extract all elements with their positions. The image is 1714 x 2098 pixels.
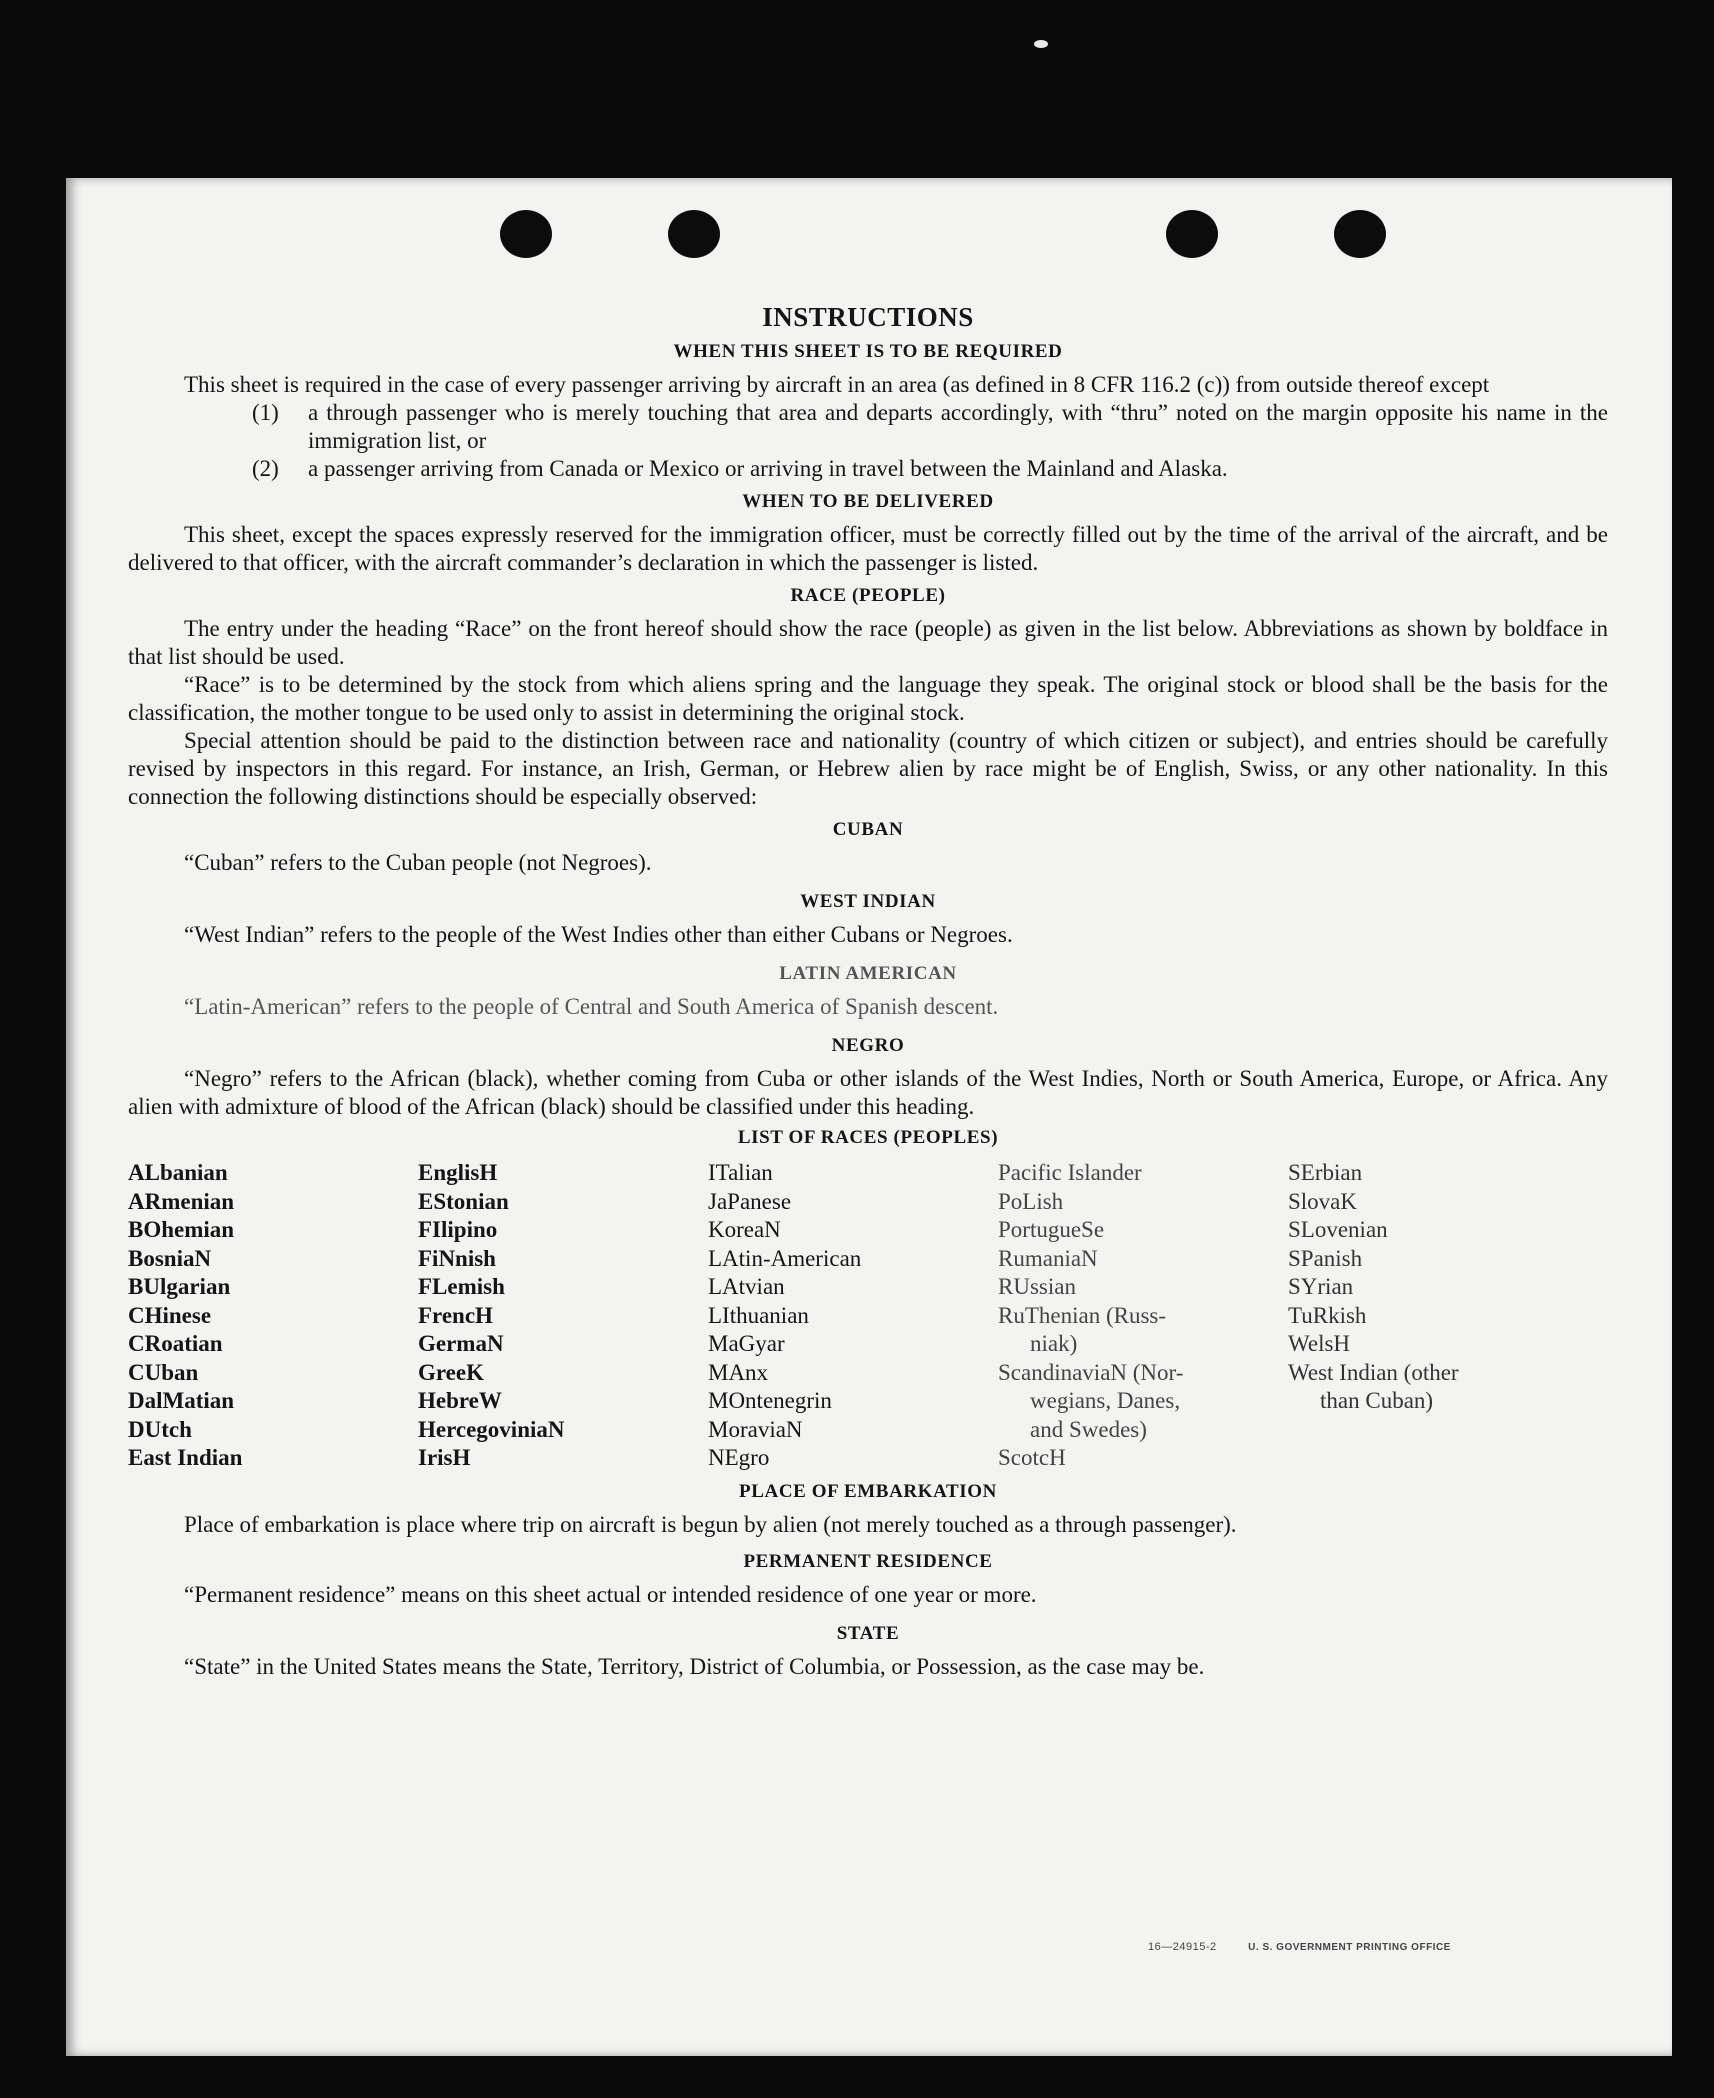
exception-number: (1) <box>252 400 279 425</box>
race-entry-continued: wegians, Danes, <box>1030 1388 1181 1413</box>
race-entry: FIlipino <box>418 1217 498 1242</box>
punch-hole <box>1166 210 1218 258</box>
race-entry-continued: than Cuban) <box>1320 1388 1434 1413</box>
printer-imprint <box>1148 1941 1451 1953</box>
race-entry: BUlgarian <box>128 1274 231 1299</box>
race-entry: FrencH <box>418 1302 493 1328</box>
race-entry: CUban <box>128 1359 199 1385</box>
exception-text: a passenger arriving from Canada or Mexico or arriving in travel between the Mainland and Alaska. <box>308 456 1228 481</box>
race-entry: ALbanian <box>128 1160 228 1185</box>
race-entry: SLovenian <box>1288 1217 1388 1242</box>
exception-item <box>252 455 1608 483</box>
heading-delivered: WHEN TO BE DELIVERED <box>742 491 994 512</box>
races-column-4 <box>998 1159 1288 1473</box>
race-entry: JaPanese <box>708 1188 792 1214</box>
race-entry-continued: niak) <box>1030 1331 1078 1356</box>
race-entry: SYrian <box>1288 1274 1354 1299</box>
race-entry-continued: and Swedes) <box>1030 1416 1147 1442</box>
heading-state: STATE <box>836 1622 900 1644</box>
heading-race: RACE (PEOPLE) <box>790 585 946 606</box>
race-entry: CRoatian <box>128 1331 223 1356</box>
race-entry: DUtch <box>128 1416 192 1442</box>
cuban-text: “Cuban” refers to the Cuban people (not Negroes). <box>184 850 652 875</box>
punch-hole <box>668 210 720 258</box>
race-entry: SErbian <box>1288 1160 1363 1185</box>
punch-hole <box>1334 210 1386 258</box>
races-list <box>128 1159 1608 1473</box>
race-entry: BosniaN <box>128 1245 212 1271</box>
delivered-text: This sheet, except the spaces expressly reserved for the immigration officer, must be correctly filled out by the time of the arrival of the aircraft, and be delivered to that officer, with the aircraft commander’s declaration in which the passenger is listed. <box>128 522 1608 575</box>
race-entry: KoreaN <box>708 1217 781 1242</box>
west-indian-text: “West Indian” refers to the people of the West Indies other than either Cubans or Negroes. <box>184 922 1013 947</box>
form-number: 16—24915-2 <box>1148 1941 1217 1953</box>
heading-negro: NEGRO <box>831 1035 905 1056</box>
heading-west-indian: WEST INDIAN <box>800 891 936 912</box>
race-entry: GermaN <box>418 1331 504 1356</box>
race-entry: WelsH <box>1288 1331 1351 1356</box>
race-entry: West Indian (other <box>1288 1359 1459 1385</box>
races-column-5 <box>1288 1159 1578 1473</box>
exception-text: a through passenger who is merely touching that area and departs accordingly, with “thru” noted on the margin opposite his name in the immigration list, or <box>308 400 1608 453</box>
punch-hole <box>500 210 552 258</box>
race-entry: BOhemian <box>128 1217 235 1242</box>
residence-text: “Permanent residence” means on this sheet actual or intended residence of one year or more. <box>184 1581 1037 1607</box>
race-entry: PortugueSe <box>998 1217 1105 1242</box>
race-entry: CHinese <box>128 1302 212 1328</box>
instructions-content <box>128 302 1608 1681</box>
race-entry: RumaniaN <box>998 1245 1098 1271</box>
embarkation-text: Place of embarkation is place where trip on aircraft is begun by alien (not merely touched as a through passenger). <box>184 1511 1237 1537</box>
race-entry: PoLish <box>998 1188 1064 1214</box>
race-entry: SlovaK <box>1288 1188 1357 1214</box>
race-entry: FLemish <box>418 1274 505 1299</box>
printer-name: U. S. GOVERNMENT PRINTING OFFICE <box>1248 1942 1451 1953</box>
race-entry: RuThenian (Russ- <box>998 1302 1167 1328</box>
latin-american-text: “Latin-American” refers to the people of Central and South America of Spanish descent. <box>184 994 999 1019</box>
race-paragraph-2: “Race” is to be determined by the stock from which aliens spring and the language they speak. The original stock or blood shall be the basis for the classification, the mother tongue to be used only to assist in determining the original stock. <box>128 672 1608 725</box>
races-column-2 <box>418 1159 708 1473</box>
race-entry: MOntenegrin <box>708 1388 832 1413</box>
race-entry: EnglisH <box>418 1160 498 1185</box>
race-paragraph-1: The entry under the heading “Race” on the front hereof should show the race (people) as given in the list below. Abbreviations as shown by boldface in that list should be used. <box>128 616 1608 669</box>
race-entry: ScandinaviaN (Nor- <box>998 1359 1184 1385</box>
races-column-1 <box>128 1159 418 1473</box>
race-entry: EStonian <box>418 1188 509 1214</box>
exception-item <box>252 399 1608 455</box>
race-entry: ScotcH <box>998 1445 1066 1470</box>
race-entry: ITalian <box>708 1160 773 1185</box>
race-paragraph-3: Special attention should be paid to the distinction between race and nationality (country of which citizen or subject), and entries should be carefully revised by inspectors in this regard. For instance, an Irish, German, or Hebrew alien by race might be of English, Swiss, or any other nationality. In this connection the following distinctions should be especially observed: <box>128 728 1608 809</box>
race-entry: FiNnish <box>418 1245 496 1271</box>
race-entry: SPanish <box>1288 1245 1363 1271</box>
race-entry: IrisH <box>418 1445 471 1470</box>
heading-latin-american: LATIN AMERICAN <box>779 963 957 984</box>
race-entry: LAtvian <box>708 1274 785 1299</box>
heading-list-of-races: LIST OF RACES (PEOPLES) <box>737 1127 999 1148</box>
exception-number: (2) <box>252 456 279 481</box>
heading-permanent-residence: PERMANENT RESIDENCE <box>743 1550 993 1572</box>
heading-cuban: CUBAN <box>832 819 904 840</box>
race-entry: East Indian <box>128 1445 243 1470</box>
film-speck <box>1034 40 1048 48</box>
race-entry: DalMatian <box>128 1388 235 1413</box>
race-entry: MaGyar <box>708 1331 785 1356</box>
race-entry: HercegoviniaN <box>418 1416 565 1442</box>
page-title: INSTRUCTIONS <box>762 302 974 332</box>
state-text: “State” in the United States means the State, Territory, District of Columbia, or Possession, as the case may be. <box>184 1653 1205 1679</box>
race-entry: LAtin-American <box>708 1245 862 1271</box>
document-sheet <box>66 178 1672 2056</box>
race-entry: ARmenian <box>128 1188 235 1214</box>
race-entry: NEgro <box>708 1445 770 1470</box>
race-entry: RUssian <box>998 1274 1076 1299</box>
races-column-3 <box>708 1159 998 1473</box>
negro-text: “Negro” refers to the African (black), whether coming from Cuba or other islands of the West Indies, North or South America, Europe, or Africa. Any alien with admixture of blood of the African (black) should be classified under this heading. <box>128 1066 1608 1119</box>
race-entry: MAnx <box>708 1359 769 1385</box>
race-entry: LIthuanian <box>708 1302 809 1328</box>
race-entry: HebreW <box>418 1388 502 1413</box>
race-entry: TuRkish <box>1288 1302 1367 1328</box>
race-entry: GreeK <box>418 1359 484 1385</box>
required-intro: This sheet is required in the case of every passenger arriving by aircraft in an area (as defined in 8 CFR 116.2 (c)) from outside thereof except <box>184 372 1490 397</box>
race-entry: MoraviaN <box>708 1416 803 1442</box>
heading-embarkation: PLACE OF EMBARKATION <box>739 1480 997 1502</box>
heading-required: WHEN THIS SHEET IS TO BE REQUIRED <box>673 341 1063 362</box>
race-entry: Pacific Islander <box>998 1160 1142 1185</box>
